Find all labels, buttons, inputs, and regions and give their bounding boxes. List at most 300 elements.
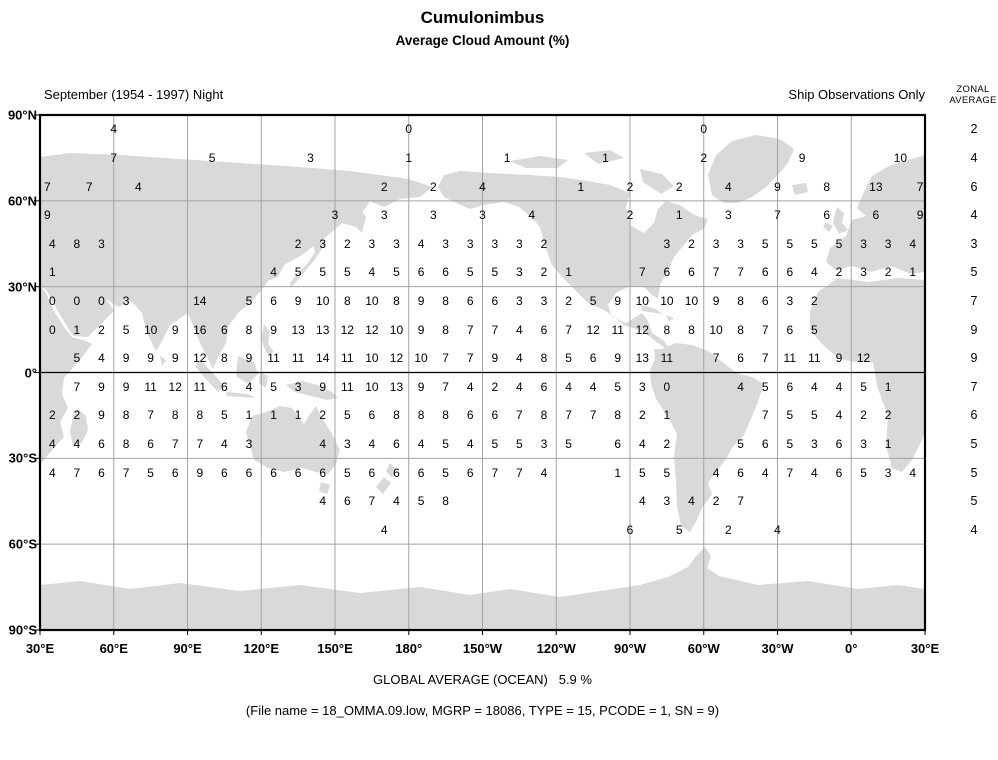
cloud-amount-value: 3	[466, 236, 474, 251]
cloud-amount-value: 8	[343, 293, 351, 308]
longitude-tick-label: 120°W	[536, 641, 576, 656]
cloud-amount-value: 5	[343, 465, 351, 480]
cloud-amount-value: 2	[48, 408, 56, 423]
cloud-amount-value: 11	[144, 379, 157, 394]
page-subtitle: Average Cloud Amount (%)	[395, 33, 570, 48]
cloud-amount-value: 4	[98, 351, 105, 366]
cloud-amount-value: 4	[245, 379, 253, 394]
new-zealand-south-landmass	[376, 477, 391, 494]
cloud-amount-value: 9	[774, 179, 781, 194]
cloud-amount-value: 7	[491, 465, 499, 480]
cloud-amount-value: 6	[319, 465, 327, 480]
cloud-amount-value: 3	[491, 236, 499, 251]
cloud-amount-value: 0	[73, 293, 81, 308]
cloud-amount-value: 12	[340, 322, 354, 337]
zonal-average-value: 2	[970, 122, 978, 137]
cloud-amount-value: 4	[417, 236, 425, 251]
cloud-amount-value: 6	[737, 351, 744, 366]
cloud-amount-value: 8	[417, 408, 425, 423]
cloud-amount-value: 5	[147, 465, 154, 480]
cloud-amount-value: 3	[516, 236, 523, 251]
cloud-amount-value: 6	[835, 437, 843, 452]
cloud-amount-value: 8	[663, 322, 671, 337]
cloud-amount-value: 3	[724, 208, 732, 223]
cloud-amount-value: 4	[724, 179, 732, 194]
cloud-amount-value: 7	[565, 408, 572, 423]
sri-lanka-landmass	[160, 356, 166, 366]
cloud-amount-value: 4	[48, 437, 56, 452]
cloud-amount-value: 4	[319, 494, 327, 509]
zonal-average-value: 6	[970, 408, 978, 423]
file-info-label: (File name = 18_OMMA.09.low, MGRP = 18086, TYPE = 15, PCODE = 1, SN = 9)	[245, 703, 720, 718]
zonal-average-value: 7	[970, 379, 978, 394]
latitude-tick-label: 60°S	[8, 536, 37, 552]
cloud-amount-value: 4	[638, 437, 646, 452]
cloud-amount-value: 8	[171, 408, 179, 423]
cloud-amount-value: 8	[73, 236, 81, 251]
cloud-amount-value: 5	[614, 379, 622, 394]
cloud-amount-value: 4	[835, 408, 843, 423]
cloud-amount-value: 4	[712, 465, 720, 480]
cloud-amount-value: 8	[442, 408, 449, 423]
cloud-amount-value: 2	[343, 236, 351, 251]
africa-west-landmass	[810, 278, 925, 472]
cloud-amount-value: 2	[98, 322, 105, 337]
map-plot-area	[40, 115, 925, 630]
cloud-amount-value: 5	[343, 265, 351, 280]
cloud-amount-value: 6	[835, 465, 843, 480]
cloud-amount-value: 8	[442, 494, 449, 509]
cloud-amount-value: 2	[626, 179, 634, 194]
cloud-amount-value: 4	[380, 522, 388, 537]
iceland-landmass	[792, 183, 808, 195]
cloud-amount-value: 9	[98, 379, 105, 394]
cloud-amount-value: 5	[442, 437, 449, 452]
cloud-amount-value: 6	[294, 465, 302, 480]
cloud-amount-value: 2	[540, 236, 548, 251]
cloud-amount-value: 10	[414, 351, 428, 366]
cloud-amount-value: 13	[316, 322, 330, 337]
cloud-amount-value: 9	[835, 351, 843, 366]
cloud-amount-value: 3	[122, 293, 130, 308]
cloud-amount-value: 6	[614, 437, 622, 452]
cloud-amount-value: 6	[221, 379, 228, 394]
cloud-amount-value: 5	[417, 494, 425, 509]
cloud-amount-value: 6	[626, 522, 634, 537]
cloud-amount-value: 5	[786, 437, 794, 452]
cloud-amount-value: 4	[540, 465, 548, 480]
cloud-amount-value: 1	[675, 208, 683, 223]
cloud-amount-value: 2	[724, 522, 732, 537]
cloud-amount-value: 3	[712, 236, 720, 251]
cloud-amount-value: 4	[737, 379, 744, 394]
cloud-amount-value: 4	[528, 208, 535, 223]
cloud-amount-value: 9	[319, 379, 327, 394]
cloud-amount-value: 7	[916, 179, 924, 194]
cloud-amount-value: 6	[466, 293, 474, 308]
cloud-amount-value: 2	[294, 236, 302, 251]
cloud-amount-value: 5	[491, 265, 499, 280]
cloud-amount-value: 7	[737, 494, 744, 509]
cloud-amount-value: 5	[466, 265, 474, 280]
cloud-amount-value: 5	[221, 408, 228, 423]
cloud-amount-value: 1	[405, 150, 413, 165]
cloud-amount-value: 3	[884, 236, 892, 251]
cloud-amount-value: 7	[589, 408, 597, 423]
cloud-amount-value: 2	[319, 408, 327, 423]
cloud-amount-value: 4	[319, 437, 327, 452]
cloud-amount-value: 3	[516, 293, 523, 308]
cloud-amount-value: 8	[221, 351, 228, 366]
cloud-amount-value: 2	[491, 379, 499, 394]
cloud-amount-value: 10	[709, 322, 723, 337]
cloud-amount-value: 6	[270, 465, 277, 480]
zonal-header-line2: AVERAGE	[949, 95, 997, 106]
cloud-amount-value: 9	[44, 208, 51, 223]
cloud-amount-value: 11	[660, 351, 674, 366]
cloud-amount-value: 3	[343, 437, 351, 452]
cloud-amount-value: 5	[319, 265, 327, 280]
cloud-amount-value: 5	[860, 465, 867, 480]
cloud-amount-value: 8	[393, 293, 400, 308]
cloud-amount-value: 8	[196, 408, 204, 423]
cloud-amount-value: 7	[786, 465, 794, 480]
cloud-amount-value: 7	[712, 351, 720, 366]
cloud-amount-value: 2	[675, 179, 683, 194]
cloud-amount-value: 7	[466, 351, 474, 366]
cloud-amount-value: 0	[48, 293, 56, 308]
cloud-amount-value: 2	[700, 150, 708, 165]
cloud-amount-value: 13	[869, 179, 883, 194]
cloud-amount-value: 7	[368, 494, 376, 509]
cloud-amount-value: 1	[909, 265, 917, 280]
cloud-amount-value: 7	[761, 351, 769, 366]
cloud-amount-value: 3	[516, 265, 523, 280]
cloud-amount-value: 6	[393, 437, 400, 452]
zonal-average-value: 6	[970, 179, 978, 194]
cloud-amount-value: 1	[663, 408, 671, 423]
cloud-amount-value: 0	[98, 293, 105, 308]
cloud-amount-value: 3	[245, 437, 253, 452]
cloud-amount-value: 6	[98, 465, 105, 480]
cloud-amount-value: 3	[663, 236, 671, 251]
britain-landmass	[833, 207, 848, 234]
longitude-tick-label: 60°E	[99, 641, 128, 656]
cloud-amount-value: 8	[442, 293, 449, 308]
zonal-average-value: 4	[970, 208, 978, 223]
tasmania-landmass	[319, 482, 330, 494]
cloud-amount-value: 3	[319, 236, 327, 251]
cloud-amount-value: 4	[774, 522, 781, 537]
latitude-tick-label: 30°N	[7, 279, 37, 295]
cloud-amount-value: 6	[688, 265, 695, 280]
zonal-header-line1: ZONAL	[956, 84, 990, 95]
cloud-amount-value: 6	[98, 437, 105, 452]
cloud-amount-value: 10	[365, 293, 379, 308]
cloud-amount-value: 3	[331, 208, 339, 223]
longitude-tick-label: 90°W	[614, 641, 646, 656]
cloud-amount-value: 7	[122, 465, 130, 480]
cloud-amount-value: 6	[540, 322, 548, 337]
cloud-amount-value: 6	[171, 465, 179, 480]
cloud-amount-value: 3	[860, 236, 867, 251]
page-title: Cumulonimbus	[420, 8, 545, 27]
eurasia-landmass	[40, 150, 433, 369]
zonal-average-value: 4	[970, 150, 978, 165]
longitude-tick-label: 150°W	[462, 641, 503, 656]
cloud-amount-value: 2	[429, 179, 437, 194]
cloud-amount-value: 4	[516, 322, 523, 337]
cloud-amount-value: 8	[442, 322, 449, 337]
cloud-amount-value: 9	[245, 351, 253, 366]
cloud-amount-value: 1	[503, 150, 511, 165]
cloud-amount-value: 5	[516, 437, 523, 452]
cloud-amount-value: 9	[417, 322, 425, 337]
cloud-amount-value: 4	[393, 494, 400, 509]
cloud-amount-value: 10	[635, 293, 649, 308]
cloud-amount-value: 6	[368, 408, 376, 423]
cloud-amount-value: 9	[171, 351, 179, 366]
cloud-amount-value: 3	[429, 208, 437, 223]
zonal-average-value: 9	[970, 322, 978, 337]
cloud-amount-value: 6	[368, 465, 376, 480]
cloud-amount-value: 4	[811, 379, 818, 394]
cloud-amount-value: 4	[221, 437, 228, 452]
cloud-amount-value: 4	[48, 236, 56, 251]
cloud-amount-value: 6	[761, 293, 769, 308]
cloud-amount-value: 3	[540, 437, 548, 452]
cloud-amount-value: 6	[466, 408, 474, 423]
zonal-average-value: 5	[970, 265, 978, 280]
cloud-amount-value: 9	[614, 351, 622, 366]
cloud-amount-value: 6	[466, 465, 474, 480]
cloud-amount-value: 7	[761, 322, 769, 337]
cloud-amount-value: 10	[365, 379, 379, 394]
cloud-amount-value: 9	[798, 150, 806, 165]
cloud-amount-value: 3	[294, 379, 302, 394]
cloud-amount-value: 13	[635, 351, 649, 366]
ireland-landmass	[823, 222, 833, 232]
longitude-tick-label: 150°E	[317, 641, 353, 656]
cloud-amount-value: 4	[417, 437, 425, 452]
cloud-amount-value: 4	[110, 122, 118, 137]
cloud-amount-value: 0	[48, 322, 56, 337]
cloud-amount-value: 8	[737, 322, 744, 337]
cloud-amount-value: 4	[835, 379, 843, 394]
cloud-amount-value: 4	[516, 379, 523, 394]
cloud-amount-value: 0	[405, 122, 413, 137]
cloud-amount-value: 4	[73, 437, 81, 452]
cloud-amount-value: 6	[491, 408, 499, 423]
cloud-amount-value: 9	[171, 322, 179, 337]
cloud-amount-value: 4	[516, 351, 523, 366]
cloud-amount-value: 4	[48, 465, 56, 480]
cloud-amount-value: 5	[589, 293, 597, 308]
latitude-tick-label: 60°N	[7, 193, 37, 209]
cloud-amount-value: 3	[663, 494, 671, 509]
cloud-amount-value: 1	[884, 379, 892, 394]
cloud-amount-value: 6	[737, 465, 744, 480]
cloud-amount-value: 5	[737, 437, 744, 452]
cloud-amount-value: 3	[393, 236, 400, 251]
cloud-amount-value: 5	[786, 408, 794, 423]
cloud-amount-value: 8	[823, 179, 830, 194]
cloud-amount-value: 6	[147, 437, 154, 452]
cloud-amount-value: 6	[491, 293, 499, 308]
cloud-amount-value: 7	[73, 465, 81, 480]
cloud-amount-value: 2	[884, 265, 892, 280]
cloud-amount-value: 8	[540, 408, 548, 423]
zonal-average-value: 7	[970, 293, 978, 308]
baffin-island-landmass	[640, 169, 674, 194]
longitude-tick-label: 120°E	[243, 641, 280, 656]
cloud-amount-value: 5	[565, 437, 572, 452]
cloud-amount-value: 12	[586, 322, 600, 337]
cloud-amount-value: 2	[540, 265, 548, 280]
cloud-amount-value: 6	[343, 494, 351, 509]
cloud-amount-value: 4	[589, 379, 597, 394]
cloud-amount-value: 6	[589, 351, 597, 366]
cloud-amount-value: 1	[48, 265, 56, 280]
cloud-amount-value: 6	[540, 379, 548, 394]
cloud-amount-value: 2	[663, 437, 671, 452]
cloud-amount-value: 2	[626, 208, 634, 223]
longitude-tick-label: 180°	[395, 641, 423, 656]
zonal-average-value: 4	[970, 522, 978, 537]
cloud-amount-value: 12	[168, 379, 182, 394]
cloud-amount-value: 7	[774, 208, 781, 223]
cloud-amount-value: 4	[909, 236, 917, 251]
cloud-amount-value: 2	[565, 293, 572, 308]
cloud-amount-value: 6	[417, 465, 425, 480]
cloud-amount-value: 11	[341, 351, 354, 366]
cloud-amount-value: 6	[245, 465, 253, 480]
cloud-amount-value: 5	[565, 351, 572, 366]
cloud-amount-value: 8	[540, 351, 548, 366]
latitude-tick-label: 90°S	[8, 622, 37, 638]
cloud-amount-value: 8	[688, 322, 695, 337]
cloud-amount-value: 3	[98, 236, 105, 251]
cloud-amount-value: 2	[712, 494, 720, 509]
cloud-amount-value: 6	[761, 437, 769, 452]
cloud-amount-value: 1	[884, 437, 892, 452]
cloud-amount-value: 6	[442, 265, 449, 280]
cloud-amount-value: 7	[73, 379, 81, 394]
cloud-amount-value: 7	[565, 322, 572, 337]
cloud-amount-value: 5	[442, 465, 449, 480]
latitude-tick-label: 90°N	[7, 107, 37, 123]
cloud-amount-value: 5	[811, 236, 818, 251]
cloud-amount-value: 6	[221, 322, 228, 337]
cloud-amount-value: 2	[835, 265, 843, 280]
cloud-amount-value: 3	[860, 265, 867, 280]
cloud-amount-value: 2	[73, 408, 81, 423]
latitude-tick-label: 0°	[24, 365, 37, 380]
cloud-amount-value: 4	[909, 465, 917, 480]
cloud-amount-value: 2	[638, 408, 646, 423]
cloud-amount-value: 11	[291, 351, 305, 366]
cloud-amount-value: 6	[270, 293, 277, 308]
cloud-amount-value: 6	[663, 265, 671, 280]
cloud-amount-value: 1	[614, 465, 622, 480]
cloud-amount-value: 5	[675, 522, 683, 537]
cloud-amount-value: 6	[393, 465, 400, 480]
cloud-amount-value: 3	[307, 150, 314, 165]
zonal-average-value: 5	[970, 465, 978, 480]
cloud-amount-value: 8	[614, 408, 622, 423]
cloud-amount-value: 11	[341, 379, 354, 394]
longitude-tick-label: 30°E	[910, 641, 940, 656]
cloud-amount-value: 5	[761, 236, 769, 251]
observations-label: Ship Observations Only	[788, 87, 925, 102]
cloud-amount-value: 2	[860, 408, 867, 423]
cloud-amount-value: 5	[208, 150, 216, 165]
cloud-amount-value: 9	[294, 293, 302, 308]
cloud-amount-value: 3	[786, 293, 794, 308]
cloud-amount-value: 9	[122, 351, 130, 366]
cloud-amount-value: 1	[73, 322, 81, 337]
cloud-amount-value: 6	[872, 208, 880, 223]
cloud-amount-value: 1	[565, 265, 572, 280]
cloud-amount-value: 7	[712, 265, 720, 280]
cloud-amount-value: 10	[389, 322, 404, 337]
cloud-amount-value: 9	[270, 322, 277, 337]
cloud-amount-value: 1	[577, 179, 585, 194]
cloud-amount-value: 2	[811, 293, 818, 308]
cloud-amount-value: 0	[700, 122, 708, 137]
cloud-amount-value: 7	[110, 150, 118, 165]
cloud-amount-value: 5	[860, 379, 867, 394]
cloud-amount-value: 16	[193, 322, 207, 337]
cloud-amount-value: 10	[684, 293, 699, 308]
cloud-amount-value: 9	[98, 408, 105, 423]
cloud-amount-value: 6	[823, 208, 830, 223]
cloud-amount-value: 10	[365, 351, 379, 366]
cloud-amount-value: 9	[916, 208, 924, 223]
cloud-amount-value: 7	[737, 265, 744, 280]
cloud-amount-value: 1	[245, 408, 253, 423]
cloud-amount-value: 9	[196, 465, 204, 480]
cloud-amount-value: 5	[73, 351, 81, 366]
cloud-amount-value: 6	[221, 465, 228, 480]
cloud-amount-value: 7	[761, 408, 769, 423]
cloud-amount-value: 4	[811, 265, 818, 280]
cloud-amount-value: 9	[147, 351, 154, 366]
cloud-amount-value: 8	[122, 437, 130, 452]
cloud-amount-value: 4	[134, 179, 142, 194]
cloud-amount-value: 5	[122, 322, 130, 337]
cloud-amount-value: 8	[122, 408, 130, 423]
longitude-tick-label: 90°E	[173, 641, 202, 656]
cloud-amount-value: 5	[245, 293, 253, 308]
zonal-average-value: 9	[970, 351, 978, 366]
cloud-amount-value: 9	[417, 293, 425, 308]
global-average-label: GLOBAL AVERAGE (OCEAN) 5.9 %	[373, 672, 592, 687]
cloud-amount-value: 3	[811, 437, 818, 452]
cloud-amount-value: 7	[442, 379, 449, 394]
cloud-amount-value: 4	[565, 379, 572, 394]
cloud-amount-value: 6	[417, 265, 425, 280]
longitude-tick-label: 30°W	[761, 641, 794, 656]
cloud-amount-value: 3	[737, 236, 744, 251]
cloud-amount-value: 4	[811, 465, 818, 480]
hispaniola-landmass	[666, 315, 674, 322]
zonal-average-value: 5	[970, 437, 978, 452]
cloud-amount-value: 12	[389, 351, 404, 366]
zonal-average-value: 3	[970, 236, 978, 251]
zonal-average-header	[948, 84, 998, 106]
cloud-amount-value: 3	[479, 208, 486, 223]
